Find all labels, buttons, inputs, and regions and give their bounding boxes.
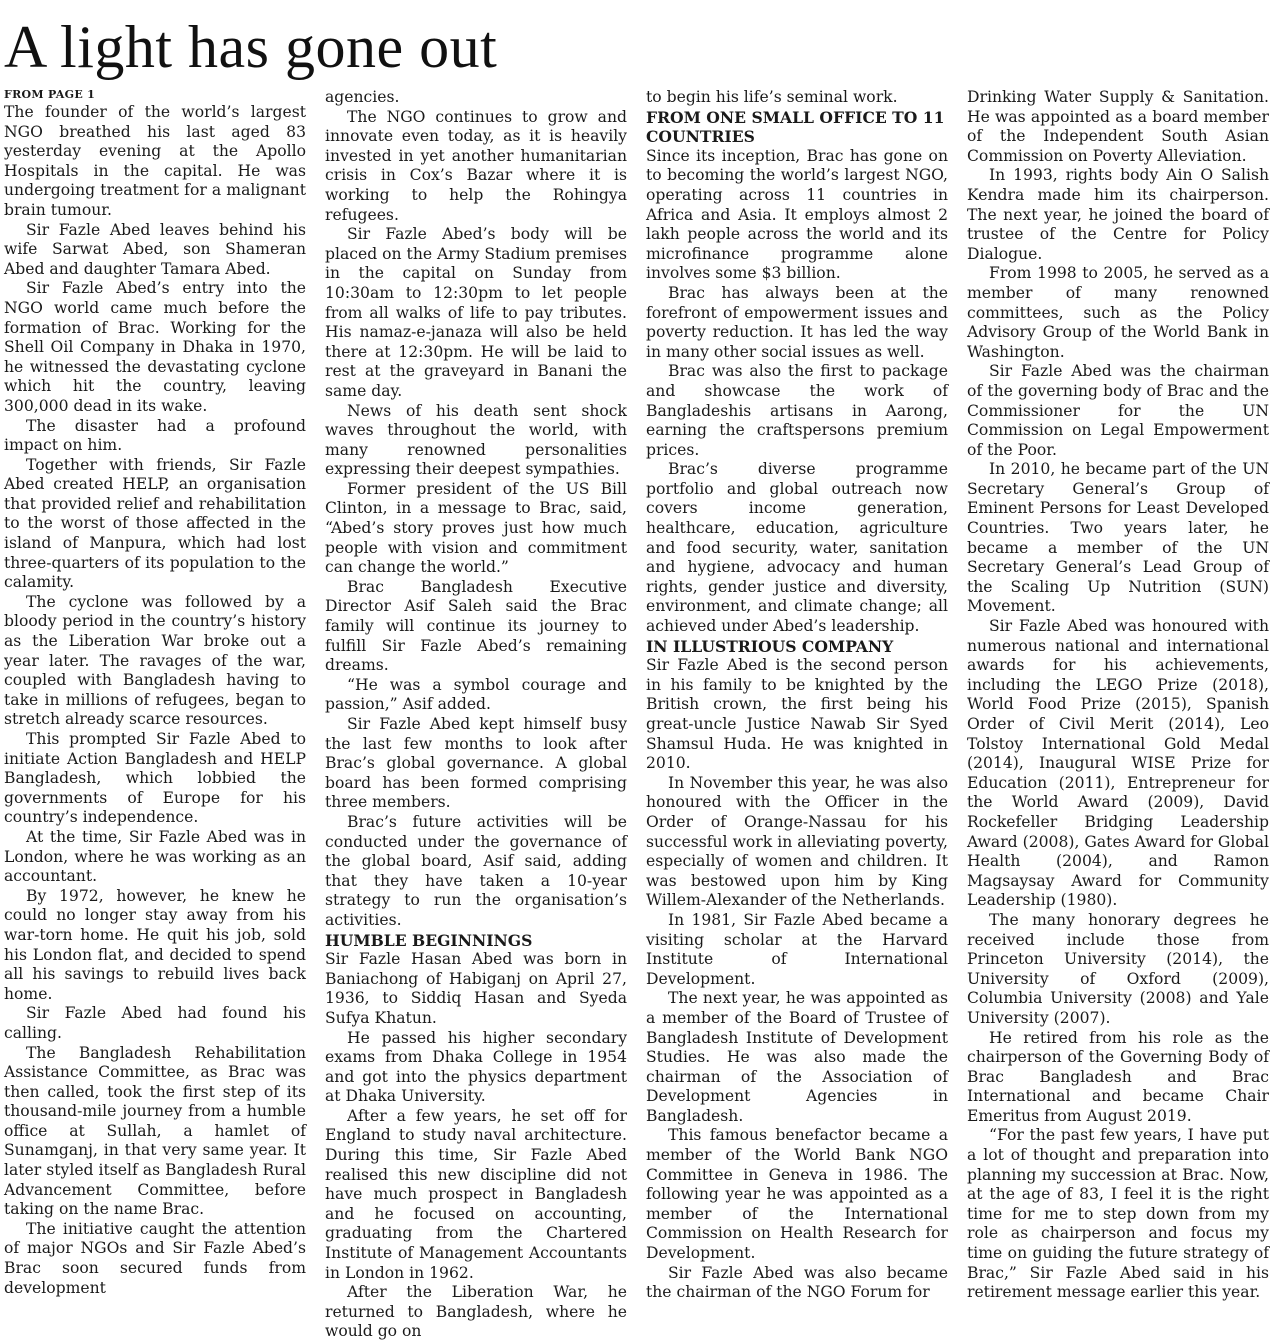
article-column-2 bbox=[325, 88, 627, 1341]
paragraph: The disaster had a profound impact on him. bbox=[4, 416, 306, 455]
paragraph: Since its inception, Brac has gone on to becoming the world’s largest NGO, operating across 11 countries in Africa and Asia. It employs almost 2 lakh people across the world and its microfinance programme alone involves some $3 billion. bbox=[646, 146, 948, 283]
paragraph: “For the past few years, I have put a lot of thought and preparation into planning my succession at Brac. Now, at the age of 83, I feel it is the right time for me to step down from my role as chairperson and focus my time on guiding the future strategy of Brac,” Sir Fazle Abed said in his retirement message earlier this year. bbox=[967, 1126, 1269, 1302]
paragraph: Brac’s future activities will be conducted under the governance of the global board, Asif said, adding that they have taken a 10-year strategy to run the organisation’s activities. bbox=[325, 812, 627, 929]
paragraph: Sir Fazle Abed kept himself busy the last few months to look after Brac’s global governance. A global board has been formed comprising three members. bbox=[325, 715, 627, 812]
paragraph: After a few years, he set off for England to study naval architecture. During this time, Sir Fazle Abed realised this new discipline did not have much prospect in Bangladesh and he focused on accounting, graduating from the Chartered Institute of Management Accountants in London in 1962. bbox=[325, 1106, 627, 1282]
paragraph: “He was a symbol courage and passion,” Asif added. bbox=[325, 675, 627, 714]
paragraph: Sir Fazle Abed’s entry into the NGO world came much before the formation of Brac. Working for the Shell Oil Company in Dhaka in 1970, he witnessed the devastating cyclone which hit the country, leaving 300,000 dead in its wake. bbox=[4, 279, 306, 415]
paragraph-continuation: Drinking Water Supply & Sanitation. He was appointed as a board member of the Independent South Asian Commission on Poverty Alleviation. bbox=[967, 88, 1269, 165]
article-column-3 bbox=[646, 88, 948, 1302]
paragraph: Brac Bangladesh Executive Director Asif Saleh said the Brac family will continue its journey to fulfill Sir Fazle Abed’s remaining dreams. bbox=[325, 577, 627, 675]
paragraph: News of his death sent shock waves throughout the world, with many renowned personalities expressing their deepest sympathies. bbox=[325, 401, 627, 479]
paragraph: Brac has always been at the forefront of empowerment issues and poverty reduction. It has led the way in many other social issues as well. bbox=[646, 283, 948, 361]
paragraph: The initiative caught the attention of major NGOs and Sir Fazle Abed’s Brac soon secured funds from development bbox=[4, 1219, 306, 1297]
article-column-4 bbox=[967, 88, 1269, 1302]
subheading: IN ILLUSTRIOUS COMPANY bbox=[646, 636, 894, 656]
headline: A light has gone out bbox=[4, 14, 498, 80]
paragraph: In 2010, he became part of the UN Secretary General’s Group of Eminent Persons for Least Developed Countries. Two years later, he became a member of the UN Secretary General’s Lead Group of the Scaling Up Nutrition (SUN) Movement. bbox=[967, 460, 1269, 616]
paragraph: Sir Fazle Abed is the second person in his family to be knighted by the British crown, the first being his great-uncle Justice Nawab Sir Syed Shamsul Huda. He was knighted in 2010. bbox=[646, 656, 948, 773]
subheading: HUMBLE BEGINNINGS bbox=[325, 930, 533, 950]
paragraph: In 1993, rights body Ain O Salish Kendra made him its chairperson. The next year, he joined the board of trustee of the Centre for Policy Dialogue. bbox=[967, 166, 1269, 263]
paragraph: This famous benefactor became a member of the World Bank NGO Committee in Geneva in 1986. The following year he was appointed as a member of the International Commission on Health Research for Development. bbox=[646, 1126, 948, 1263]
paragraph: After the Liberation War, he returned to Bangladesh, where he would go on bbox=[325, 1283, 627, 1341]
paragraph: Sir Fazle Hasan Abed was born in Baniachong of Habiganj on April 27, 1936, to Siddiq Hasan and Syeda Sufya Khatun. bbox=[325, 950, 627, 1027]
paragraph: In November this year, he was also honoured with the Officer in the Order of Orange-Nassau for his successful work in alleviating poverty, especially of women and children. It was bestowed upon him by King Willem-Alexander of the Netherlands. bbox=[646, 773, 948, 910]
subheading: FROM ONE SMALL OFFICE TO 11 COUNTRIES bbox=[646, 107, 945, 147]
paragraph: The cyclone was followed by a bloody period in the country’s history as the Liberation War broke out a year later. The ravages of the war, coupled with Bangladesh having to take in millions of refugees, began to stretch already scarce resources. bbox=[4, 592, 306, 729]
paragraph: Sir Fazle Abed leaves behind his wife Sarwat Abed, son Shameran Abed and daughter Tamara Abed. bbox=[4, 220, 306, 278]
paragraph: Sir Fazle Abed was honoured with numerous national and international awards for his achievements, including the LEGO Prize (2018), World Food Prize (2015), Spanish Order of Civil Merit (2014), Leo Tolstoy International Gold Medal (2014), Inaugural WISE Prize for Education (2011), Entrepreneur for the World Award (2009), David Rockefeller Bridging Leadership Award (2008), Gates Award for Global Health (2004), and Ramon Magsaysay Award for Community Leadership (1980). bbox=[967, 617, 1269, 910]
paragraph: Sir Fazle Abed was the chairman of the governing body of Brac and the Commissioner for the UN Commission on Legal Empowerment of the Poor. bbox=[967, 362, 1269, 459]
article-column-1 bbox=[4, 88, 306, 1297]
continuation-kicker: FROM PAGE 1 bbox=[4, 88, 96, 101]
paragraph: He passed his higher secondary exams from Dhaka College in 1954 and got into the physics department at Dhaka University. bbox=[325, 1028, 627, 1106]
paragraph: By 1972, however, he knew he could no longer stay away from his war-torn home. He quit his job, sold his London flat, and decided to spend all his savings to rebuild lives back home. bbox=[4, 886, 306, 1003]
paragraph: Sir Fazle Abed was also became the chairman of the NGO Forum for bbox=[646, 1263, 948, 1302]
paragraph: This prompted Sir Fazle Abed to initiate Action Bangladesh and HELP Bangladesh, which lobbied the governments of Europe for his country’s independence. bbox=[4, 730, 306, 827]
paragraph: Together with friends, Sir Fazle Abed created HELP, an organisation that provided relief and rehabilitation to the worst of those affected in the island of Manpura, which had lost three-quarters of its population to the calamity. bbox=[4, 455, 306, 592]
paragraph: The many honorary degrees he received include those from Princeton University (2014), the University of Oxford (2009), Columbia University (2008) and Yale University (2007). bbox=[967, 910, 1269, 1027]
paragraph: He retired from his role as the chairperson of the Governing Body of Brac Bangladesh and Brac International and became Chair Emeritus from August 2019. bbox=[967, 1028, 1269, 1125]
paragraph: From 1998 to 2005, he served as a member of many renowned committees, such as the Policy Advisory Group of the World Bank in Washington. bbox=[967, 264, 1269, 361]
paragraph: Brac was also the first to package and showcase the work of Bangladeshis artisans in Aarong, earning the craftspersons premium prices. bbox=[646, 362, 948, 459]
paragraph: In 1981, Sir Fazle Abed became a visiting scholar at the Harvard Institute of International Development. bbox=[646, 910, 948, 988]
paragraph: Sir Fazle Abed’s body will be placed on the Army Stadium premises in the capital on Sunday from 10:30am to 12:30pm to let people from all walks of life to pay tributes. His namaz-e-janaza will also be held there at 12:30pm. He will be laid to rest at the graveyard in Banani the same day. bbox=[325, 225, 627, 400]
paragraph: Brac’s diverse programme portfolio and global outreach now covers income generation, healthcare, education, agriculture and food security, water, sanitation and hygiene, advocacy and human rights, gender justice and diversity, environment, and climate change; all achieved under Abed’s leadership. bbox=[646, 460, 948, 636]
paragraph: The NGO continues to grow and innovate even today, as it is heavily invested in yet another humanitarian crisis in Cox’s Bazar where it is working to help the Rohingya refugees. bbox=[325, 107, 627, 224]
paragraph-continuation: agencies. bbox=[325, 88, 400, 106]
paragraph: Former president of the US Bill Clinton, in a message to Brac, said, “Abed’s story proves just how much people with vision and commitment can change the world.” bbox=[325, 479, 627, 577]
paragraph: Sir Fazle Abed had found his calling. bbox=[4, 1004, 306, 1042]
paragraph-continuation: to begin his life’s seminal work. bbox=[646, 88, 898, 106]
paragraph: The Bangladesh Rehabilitation Assistance Committee, as Brac was then called, took the first step of its thousand-mile journey from a humble office at Sullah, a hamlet of Sunamganj, in that very same year. It later styled itself as Bangladesh Rural Advancement Committee, before taking on the name Brac. bbox=[4, 1043, 306, 1219]
paragraph: The founder of the world’s largest NGO breathed his last aged 83 yesterday evening at the Apollo Hospitals in the capital. He was undergoing treatment for a malignant brain tumour. bbox=[4, 103, 306, 219]
paragraph: The next year, he was appointed as a member of the Board of Trustee of Bangladesh Institute of Development Studies. He was also made the chairman of the Association of Development Agencies in Bangladesh. bbox=[646, 989, 948, 1125]
paragraph: At the time, Sir Fazle Abed was in London, where he was working as an accountant. bbox=[4, 827, 306, 886]
